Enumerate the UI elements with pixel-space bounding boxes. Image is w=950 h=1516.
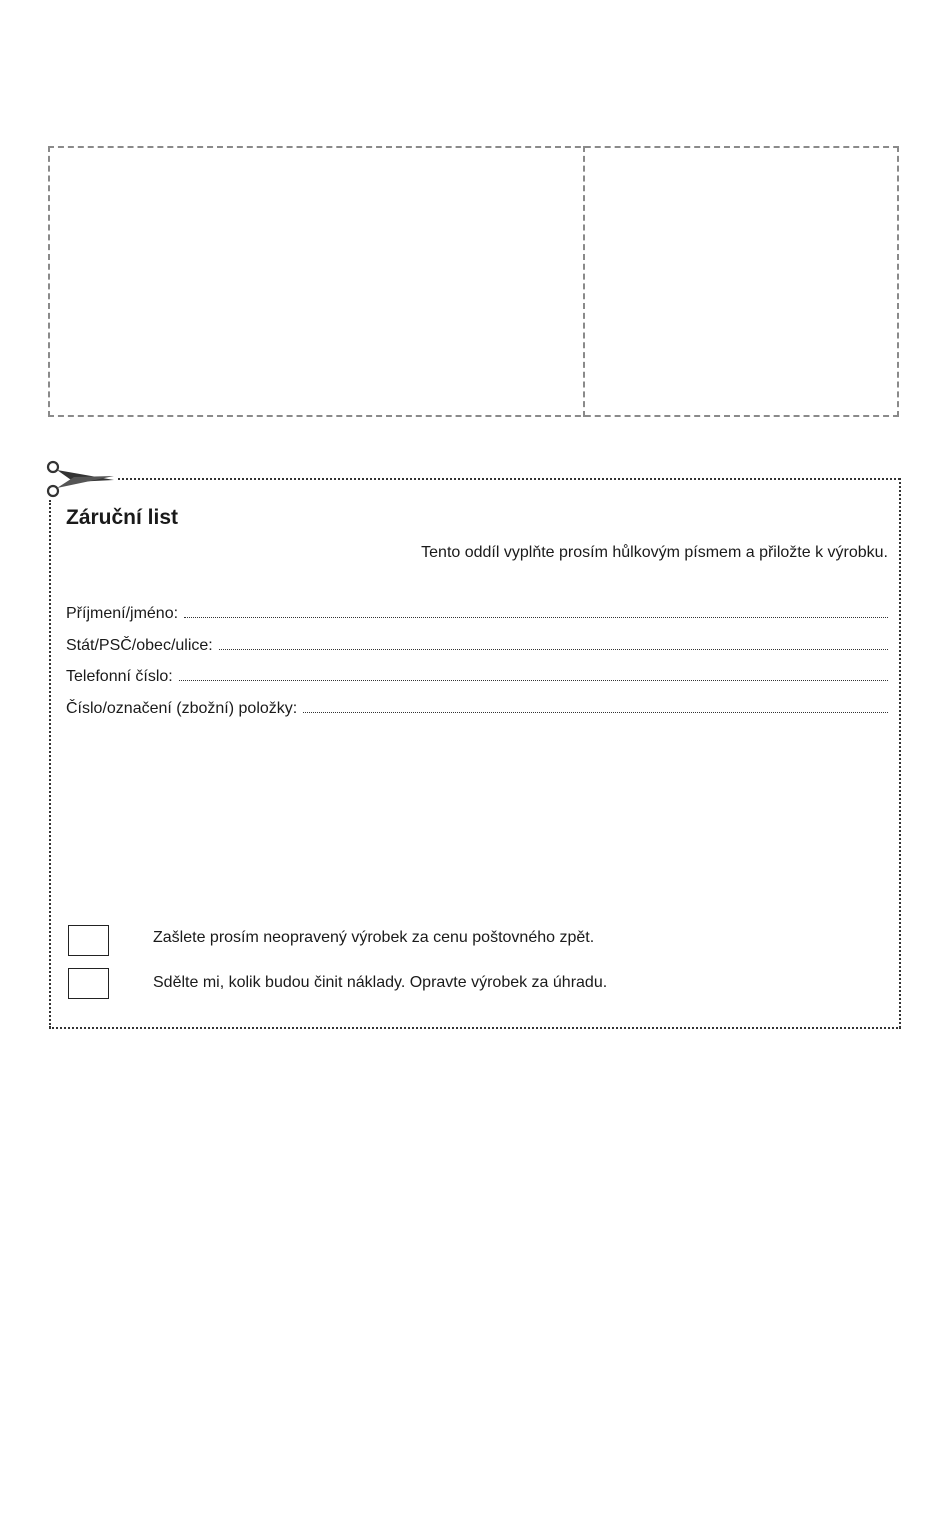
address-field[interactable] bbox=[66, 633, 888, 655]
form-title: Záruční list bbox=[66, 506, 179, 529]
cut-line-right bbox=[899, 478, 901, 1028]
repair-quote-label: Sdělte mi, kolik budou činit náklady. Opravte výrobek za úhradu. bbox=[153, 974, 608, 991]
cut-line-top bbox=[118, 478, 900, 480]
return-unrepaired-label: Zašlete prosím neopravený výrobek za cenu poštovného zpět. bbox=[153, 929, 595, 946]
address-field-label: Stát/PSČ/obec/ulice: bbox=[66, 637, 213, 654]
cut-line-bottom bbox=[49, 1027, 901, 1029]
repair-quote-checkbox[interactable] bbox=[68, 968, 109, 999]
name-field[interactable] bbox=[66, 601, 888, 623]
address-field-line[interactable] bbox=[219, 649, 888, 650]
item-number-field-line[interactable] bbox=[303, 712, 888, 713]
phone-field-line[interactable] bbox=[179, 680, 888, 681]
return-unrepaired-checkbox[interactable] bbox=[68, 925, 109, 956]
phone-field-label: Telefonní číslo: bbox=[66, 668, 173, 685]
name-field-line[interactable] bbox=[184, 617, 888, 618]
address-box-divider bbox=[583, 146, 585, 417]
name-field-label: Příjmení/jméno: bbox=[66, 605, 179, 622]
cut-line-left bbox=[49, 500, 51, 1028]
item-number-field-label: Číslo/označení (zbožní) položky: bbox=[66, 700, 298, 717]
form-instruction: Tento oddíl vyplňte prosím hůlkovým písmem a přiložte k výrobku. bbox=[421, 544, 888, 561]
address-box bbox=[48, 146, 899, 417]
scissors-icon bbox=[44, 458, 116, 500]
phone-field[interactable] bbox=[66, 664, 888, 686]
item-number-field[interactable] bbox=[66, 696, 888, 718]
